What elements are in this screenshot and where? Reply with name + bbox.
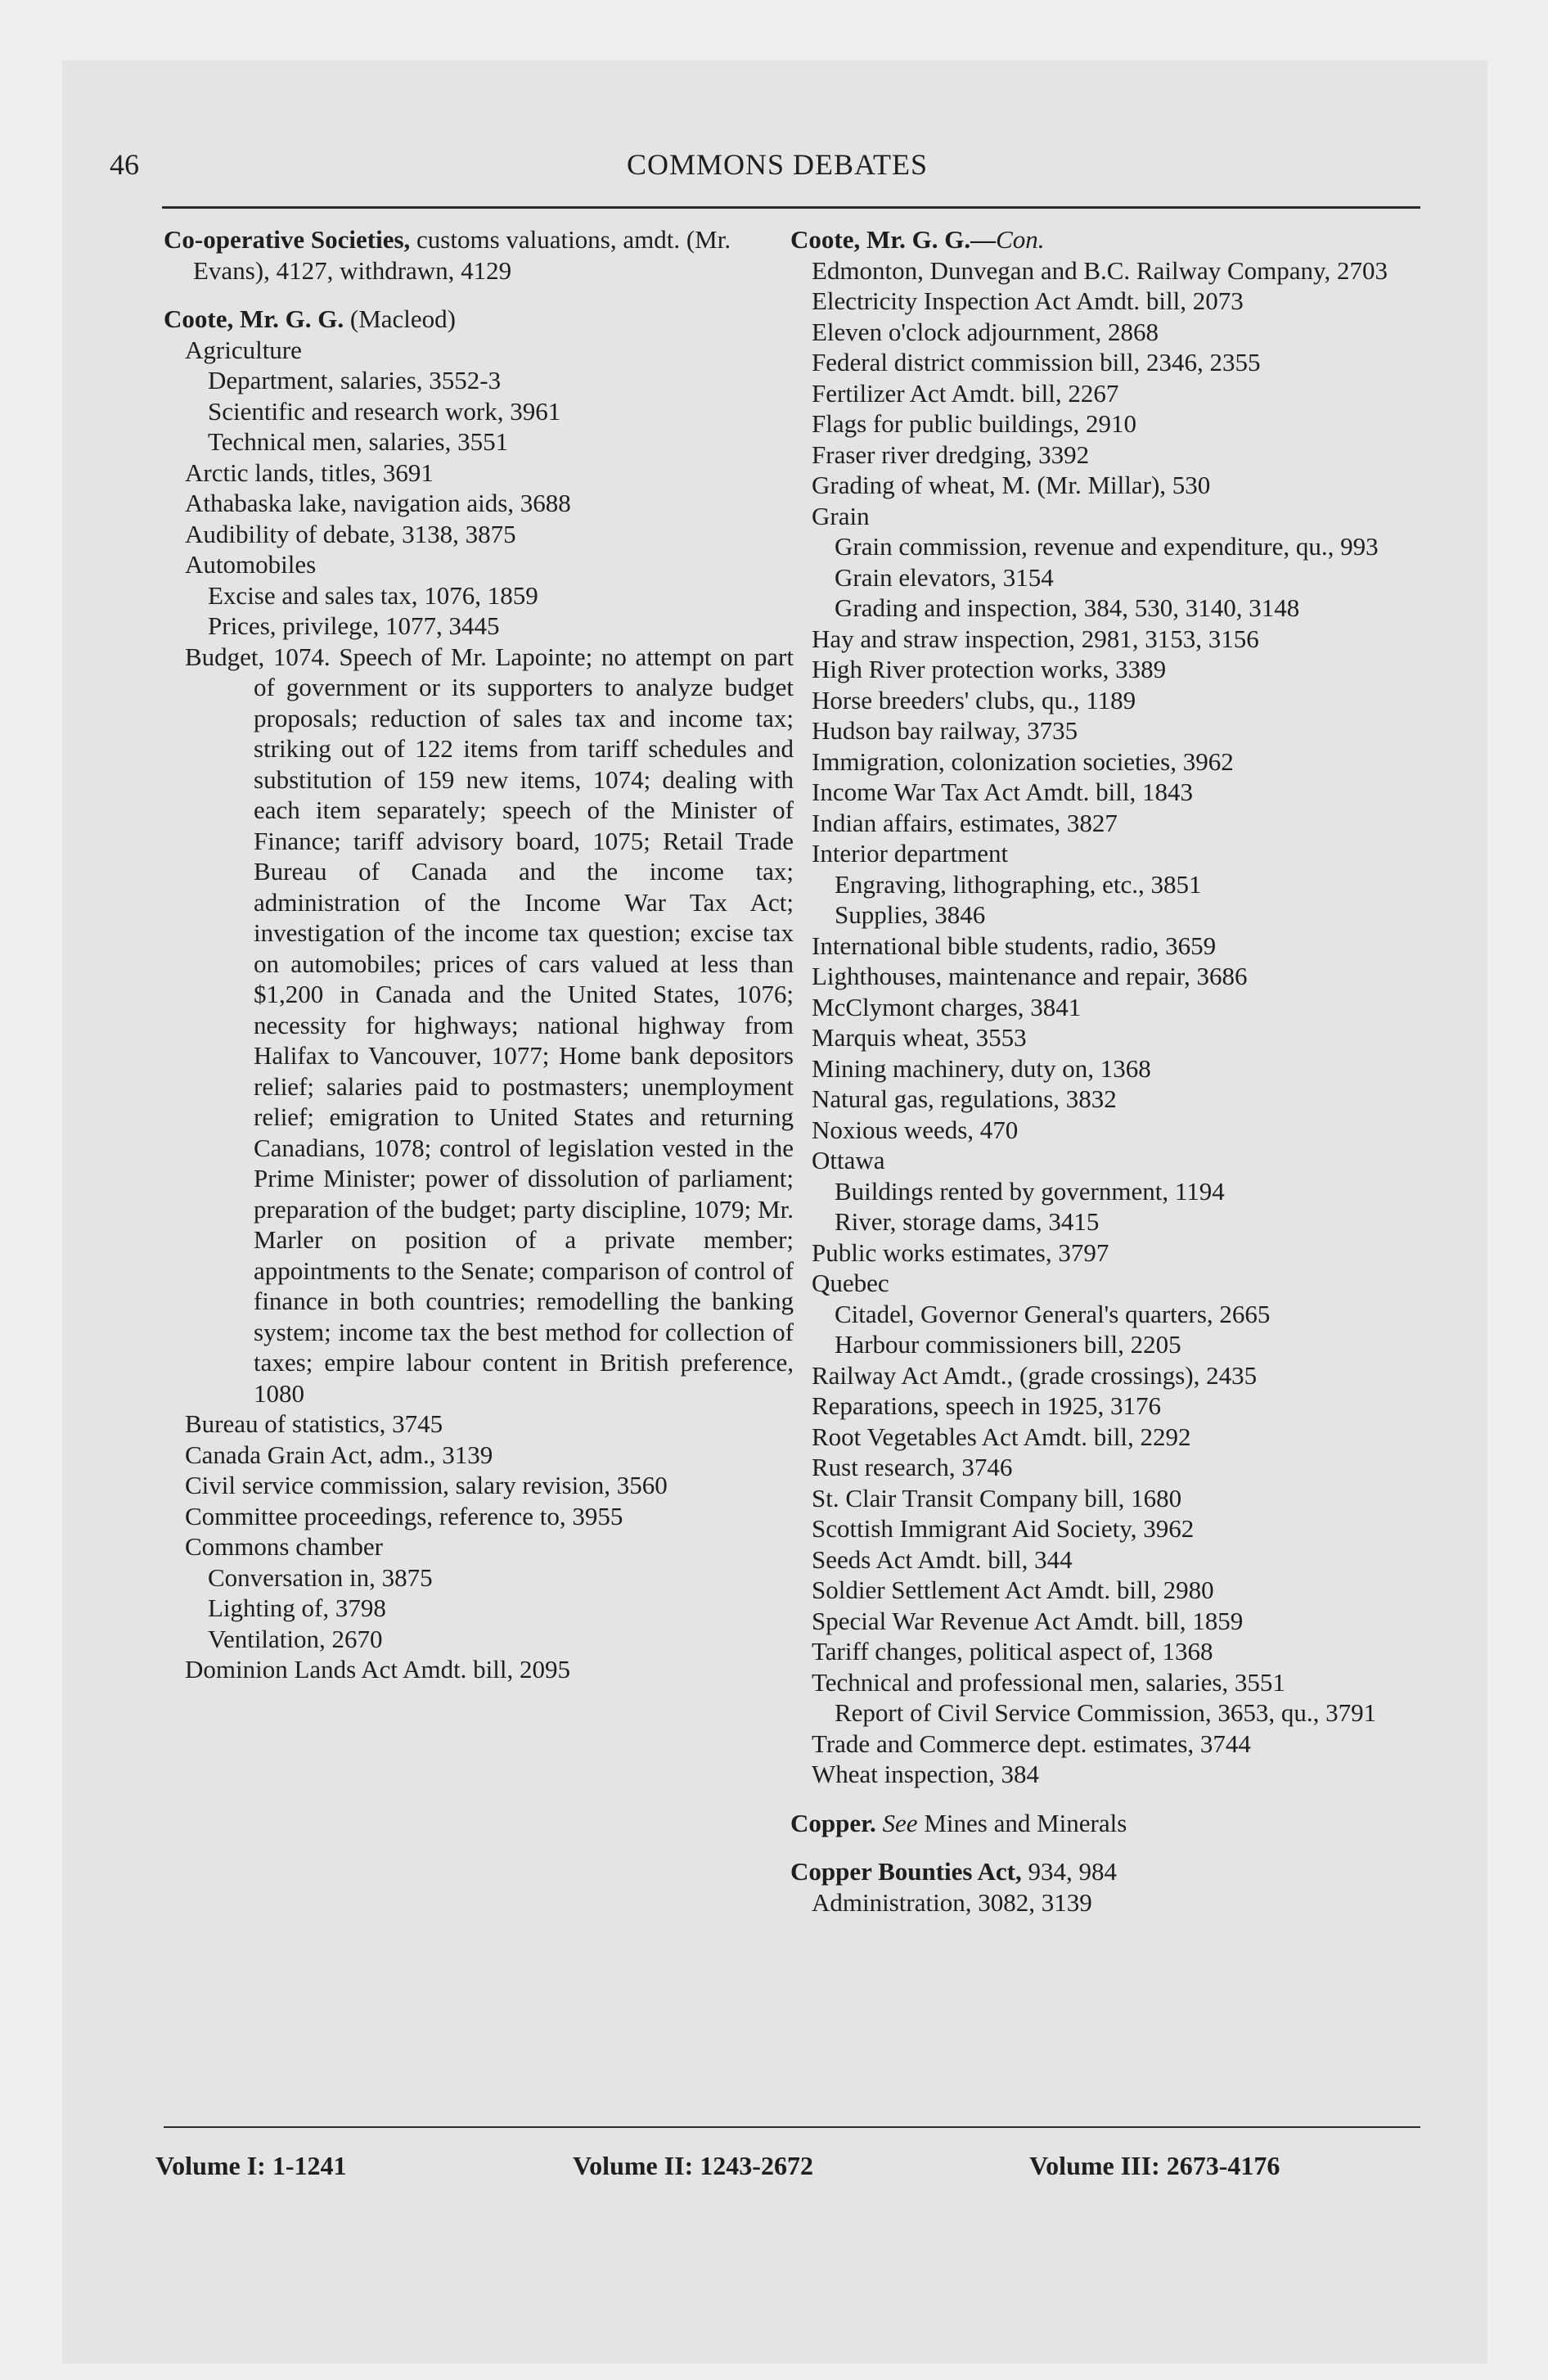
subsubentry: Scientific and research work, 3961 xyxy=(208,396,561,426)
subsubentry: Ventilation, 2670 xyxy=(208,1624,383,1653)
subsubentry: Excise and sales tax, 1076, 1859 xyxy=(208,580,538,610)
subentry: Automobiles xyxy=(185,550,317,579)
index-entry-copper-bounties xyxy=(790,1856,1420,1887)
index-entry-copper xyxy=(790,1808,1420,1839)
volume-1-range: Volume I: 1-1241 xyxy=(155,2151,347,2180)
subsubentry: Supplies, 3846 xyxy=(835,900,986,929)
subentry: Hudson bay railway, 3735 xyxy=(812,716,1078,745)
subsubentry: Grain elevators, 3154 xyxy=(835,562,1054,592)
continued-mark: Con. xyxy=(996,225,1045,254)
subsubentry: Buildings rented by government, 1194 xyxy=(835,1176,1225,1206)
subentry: Interior department xyxy=(812,839,1009,868)
subentry: Soldier Settlement Act Amdt. bill, 2980 xyxy=(812,1575,1214,1604)
subentry: Special War Revenue Act Amdt. bill, 1859 xyxy=(812,1606,1244,1635)
subentry: Athabaska lake, navigation aids, 3688 xyxy=(185,489,571,517)
subsubentry: Grain commission, revenue and expenditure, qu., 993 xyxy=(835,532,1379,561)
see-reference: See xyxy=(875,1808,918,1837)
subsubentry: Grading and inspection, 384, 530, 3140, 3148 xyxy=(835,593,1300,622)
right-column xyxy=(790,224,1420,1918)
subsubentry: Prices, privilege, 1077, 3445 xyxy=(208,611,500,640)
subentry: Commons chamber xyxy=(185,1532,383,1561)
footer-rule xyxy=(164,2126,1420,2128)
entry-text: customs valuations, amdt. (Mr. Evans), 4127, withdrawn, 4129 xyxy=(193,225,731,285)
subentry: Marquis wheat, 3553 xyxy=(812,1023,1027,1052)
subentry: Federal district commission bill, 2346, 2355 xyxy=(812,348,1261,376)
subentry: Electricity Inspection Act Amdt. bill, 2073 xyxy=(812,286,1244,315)
subentry: Mining machinery, duty on, 1368 xyxy=(812,1053,1151,1083)
subentry: Technical and professional men, salaries, 3551 xyxy=(812,1667,1285,1697)
entry-text: 934, 984 xyxy=(1021,1857,1118,1886)
subentry: Trade and Commerce dept. estimates, 3744 xyxy=(812,1729,1251,1758)
index-entry-cooperative xyxy=(164,224,794,286)
subentry: Lighthouses, maintenance and repair, 3686 xyxy=(812,962,1248,990)
subentry: Rust research, 3746 xyxy=(812,1453,1013,1481)
subentry: Root Vegetables Act Amdt. bill, 2292 xyxy=(812,1422,1191,1451)
running-head: COMMONS DEBATES xyxy=(626,148,929,181)
subsubentry: Report of Civil Service Commission, 3653, qu., 3791 xyxy=(835,1698,1377,1727)
subentry: Income War Tax Act Amdt. bill, 1843 xyxy=(812,778,1194,806)
subentry: Seeds Act Amdt. bill, 344 xyxy=(812,1544,1073,1574)
subentry: Fraser river dredging, 3392 xyxy=(812,439,1090,469)
subentry: Wheat inspection, 384 xyxy=(812,1760,1040,1788)
subentry: Fertilizer Act Amdt. bill, 2267 xyxy=(812,378,1119,408)
subentry: Railway Act Amdt., (grade crossings), 2435 xyxy=(812,1360,1258,1390)
index-entry-coote-con xyxy=(790,224,1420,255)
subsubentry: Lighting of, 3798 xyxy=(208,1593,386,1622)
subentry: St. Clair Transit Company bill, 1680 xyxy=(812,1483,1182,1512)
subsubentry: Engraving, lithographing, etc., 3851 xyxy=(835,869,1202,899)
subentry: Quebec xyxy=(812,1269,889,1297)
subentry: Arctic lands, titles, 3691 xyxy=(185,458,434,487)
subentry: Dominion Lands Act Amdt. bill, 2095 xyxy=(185,1655,571,1684)
subentry: Natural gas, regulations, 3832 xyxy=(812,1084,1117,1113)
left-column xyxy=(164,224,794,1685)
headword: Copper Bounties Act, xyxy=(790,1857,1022,1886)
subentry: Tariff changes, political aspect of, 1368 xyxy=(812,1637,1213,1666)
subsubentry: Department, salaries, 3552-3 xyxy=(208,366,502,394)
subentry: McClymont charges, 3841 xyxy=(812,992,1082,1021)
subentry: International bible students, radio, 3659 xyxy=(812,931,1217,960)
subentry-budget: Budget, 1074. Speech of Mr. Lapointe; no attempt on part of government or its supporters to analyze budget proposals; reduction of sales tax and income tax; striking out of 122 items from tariff schedules and substitution of 159 new items, 1074; dealing with each item separately; speech of the Minister of Finance; tariff advisory board, 1075; Retail Trade Bureau of Canada and the income tax; administration of the Income War Tax Act; investigation of the income tax question; excise tax on automobiles; prices of cars valued at less than $1,200 in Canada and the United States, 1076; necessity for highways; national highway from Halifax to Vancouver, 1077; Home bank depositors relief; salaries paid to postmasters; unemployment relief; emigration to United States and returning Canadians, 1078; control of legislation vested in the Prime Minister; power of dissolution of parliament; preparation of the budget; party discipline, 1079; Mr. Marler on position of a private member; appointments to the Senate; comparison of control of finance in both countries; remodelling the banking system; income tax the best method for collection of taxes; empire labour content in British preference, 1080 xyxy=(185,642,794,1408)
subentry: Hay and straw inspection, 2981, 3153, 3156 xyxy=(812,624,1259,653)
headword: Co-operative Societies, xyxy=(164,225,411,254)
subsubentry: River, storage dams, 3415 xyxy=(835,1207,1100,1236)
subentry: Immigration, colonization societies, 3962 xyxy=(812,746,1234,776)
subsubentry: Technical men, salaries, 3551 xyxy=(208,427,509,456)
index-entry-coote xyxy=(164,304,794,335)
subentry: Bureau of statistics, 3745 xyxy=(185,1409,443,1438)
subentry: Indian affairs, estimates, 3827 xyxy=(812,808,1118,837)
subentry: Noxious weeds, 470 xyxy=(812,1115,1019,1144)
subsubentry: Conversation in, 3875 xyxy=(208,1562,433,1592)
subentry: Agriculture xyxy=(185,335,302,364)
subentry: Grading of wheat, M. (Mr. Millar), 530 xyxy=(812,471,1211,499)
subentry: Public works estimates, 3797 xyxy=(812,1237,1109,1267)
subentry: Horse breeders' clubs, qu., 1189 xyxy=(812,685,1136,714)
subsubentry: Citadel, Governor General's quarters, 2665 xyxy=(835,1299,1271,1328)
subentry: Audibility of debate, 3138, 3875 xyxy=(185,519,516,548)
subentry: Scottish Immigrant Aid Society, 3962 xyxy=(812,1514,1195,1543)
subentry: Grain xyxy=(812,501,870,530)
header-rule xyxy=(162,206,1420,209)
headword: Coote, Mr. G. G. xyxy=(164,304,344,333)
volume-3-range: Volume III: 2673-4176 xyxy=(1029,2151,1280,2180)
subentry: Canada Grain Act, adm., 3139 xyxy=(185,1440,493,1469)
subentry: Eleven o'clock adjournment, 2868 xyxy=(812,317,1159,346)
subentry: Reparations, speech in 1925, 3176 xyxy=(812,1391,1162,1420)
subentry: Administration, 3082, 3139 xyxy=(812,1887,1092,1917)
page-number: 46 xyxy=(110,148,139,181)
entry-text: (Macleod) xyxy=(344,304,456,333)
headword: Copper. xyxy=(790,1808,876,1837)
subentry: Civil service commission, salary revision, 3560 xyxy=(185,1471,668,1499)
subentry: High River protection works, 3389 xyxy=(812,655,1167,683)
subentry: Ottawa xyxy=(812,1146,885,1174)
volume-2-range: Volume II: 1243-2672 xyxy=(573,2151,813,2180)
subentry: Flags for public buildings, 2910 xyxy=(812,409,1136,438)
headword: Coote, Mr. G. G.— xyxy=(790,225,997,254)
subentry: Edmonton, Dunvegan and B.C. Railway Company, 2703 xyxy=(812,255,1388,285)
subentry: Committee proceedings, reference to, 3955 xyxy=(185,1501,623,1530)
subsubentry: Harbour commissioners bill, 2205 xyxy=(835,1330,1181,1359)
entry-text: Mines and Minerals xyxy=(917,1808,1127,1837)
